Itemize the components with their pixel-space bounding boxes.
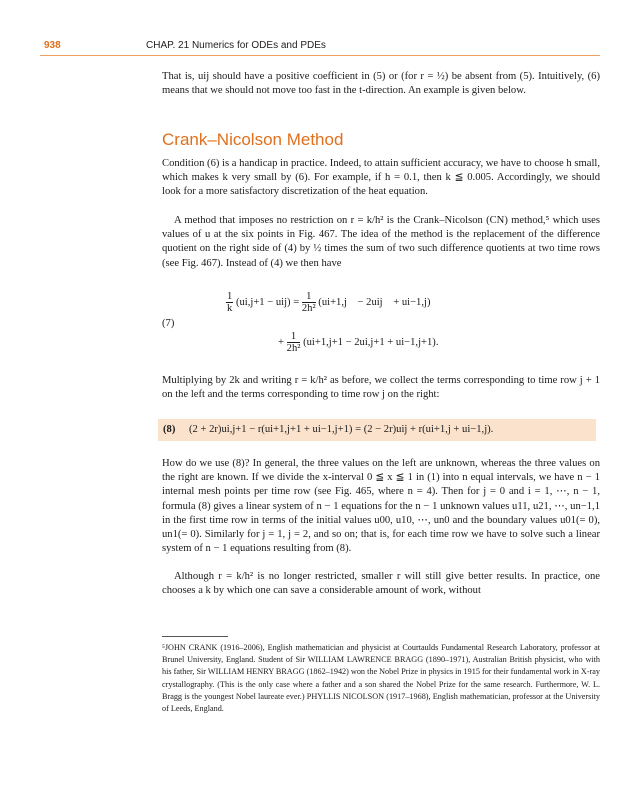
footnote-rule [162,636,228,637]
paragraph-4: How do we use (8)? In general, the three values on the left are unknown, whereas the three values on the right are known. If we divide the x-interval 0 ≦ x ≦ 1 in (1) into n equal intervals, we have n − 1 internal mesh points per time row (see Fig. 465, where n = 4). Then for j = 0 and i = 1, ⋯, n − 1, formula (8) gives a linear system of n − 1 equations for the n − 1 unknown values u11, u21, ⋯, un−1,1 in the first time row in terms of the initial values u00, u10, ⋯, un0 and the boundary values u01(= 0), un1(= 0). Similarly for j = 1, j = 2, and so on; that is, for each time row we have to solve such a linear system of n − 1 equations resulting from (8). [162,458,600,555]
fraction-1-over-2h2: $\frac{1}{\text{2h²}}$ [301,291,316,314]
section-title: Crank–Nicolson Method [162,130,344,149]
paragraph-2: A method that imposes no restriction on r = k/h² is the Crank–Nicolson (CN) method,⁵ which uses values of u at the six points in Fig. 467. The idea of the method is the replacement of the difference quotient on the right side of (4) by ½ times the sum of two such difference quotients at two time rows (see Fig. 467). Instead of (4) we then have [162,215,600,269]
paragraph-5: Although r = k/h² is no longer restricted, smaller r will still give better results. In practice, one chooses a k by which one can save a considerable amount of work, without [162,571,600,597]
equation-8-label: (8) [163,424,176,435]
fraction-1-over-k: $\frac{1}{k}$ [227,291,233,314]
equation-7-lhs: (ui,j+1 − uij) = [235,296,300,308]
fraction-1-over-2h2-second: $\frac{1}{\text{2h²}}$ [286,331,301,354]
page-number: 938 [44,40,61,51]
equation-7-line-1 [226,291,430,314]
equation-8: (2 + 2r)ui,j+1 − r(ui+1,j+1 + ui−1,j+1) = (2 − 2r)uij + r(ui+1,j + ui−1,j). [189,424,494,435]
equation-7-rhs-2: (ui+1,j+1 − 2ui,j+1 + ui−1,j+1). [303,336,439,348]
paragraph-1: Condition (6) is a handicap in practice. Indeed, to attain sufficient accuracy, we have to choose h small, which makes k very small by (6). For example, if h = 0.1, then k ≦ 0.005. Accordingly, we should look for a more satisfactory discretization of the heat equation. [162,158,600,198]
running-head: CHAP. 21 Numerics for ODEs and PDEs [146,40,326,51]
paragraph-3: Multiplying by 2k and writing r = k/h² as before, we collect the terms corresponding to time row j + 1 on the left and the terms corresponding to time row j on the right: [162,375,600,401]
equation-7-line-2 [278,331,438,354]
equation-7-rhs-1: (ui+1,j − 2uij + ui−1,j) [318,296,431,308]
header-rule [40,55,600,56]
equation-7-label: (7) [162,318,175,329]
footnote: ⁵JOHN CRANK (1916–2006), English mathematician and physicist at Courtaulds Fundamental Research Laboratory, professor at Brunel University, England. Student of Sir WILLIAM LAWRENCE BRAGG (1890–1971), Australian British physicist, who with his father, Sir WILLIAM HENRY BRAGG (1862–1942) won the Nobel Prize in physics in 1915 for their fundamental work in X-ray crystallography. (This is the only case where a father and a son shared the Nobel Prize for the same research. Furthermore, W. L. Bragg is the youngest Nobel laureate ever.) PHYLLIS NICOLSON (1917–1968), English mathematician, professor at the University of Leeds, England. [162,643,600,714]
intro-paragraph: That is, uij should have a positive coefficient in (5) or (for r = ½) be absent from (5). Intuitively, (6) means that we should not move too fast in the t-direction. An example is given below. [162,71,600,97]
equation-7-plus: + [278,336,284,348]
